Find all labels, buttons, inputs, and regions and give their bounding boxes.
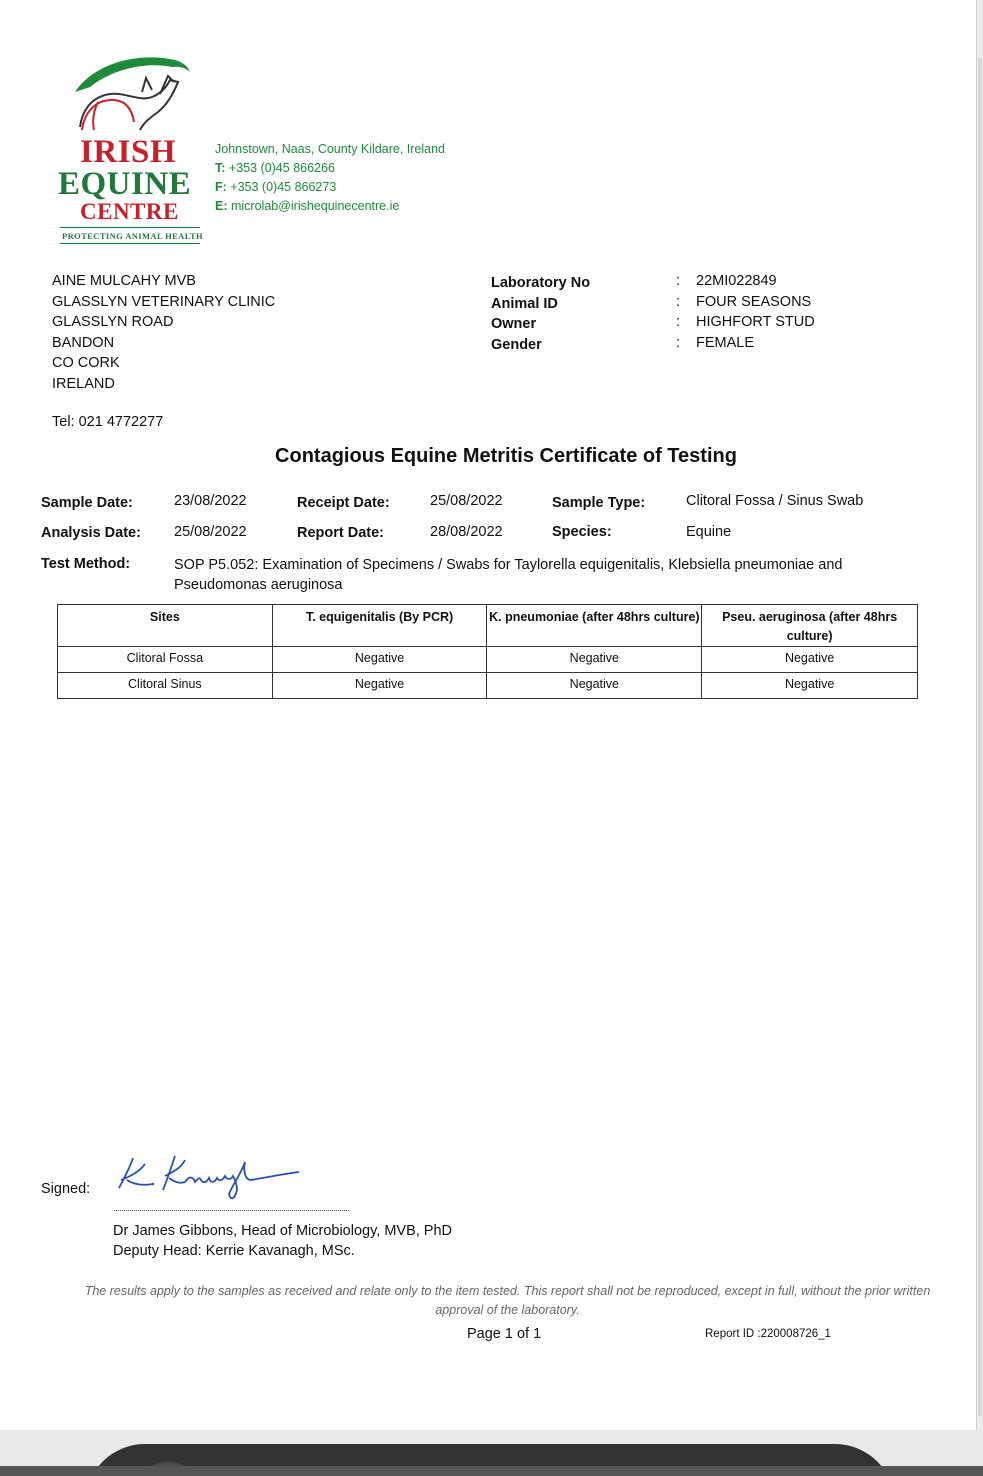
address-line: BANDON	[52, 334, 115, 351]
recipient-address	[52, 271, 275, 395]
page-number: Page 1 of 1	[467, 1326, 542, 1342]
results-table	[57, 604, 918, 699]
address-line: CO CORK	[52, 355, 120, 372]
report-date-value: 28/08/2022	[430, 524, 503, 540]
info-label: Owner	[491, 316, 537, 333]
email-address: microlab@irishequinecentre.ie	[230, 199, 400, 213]
lab-contact-block	[215, 140, 445, 216]
logo-tagline: PROTECTING ANIMAL HEALTH	[62, 231, 204, 241]
sample-type-value: Clitoral Fossa / Sinus Swab	[686, 493, 864, 509]
column-header-pseu-aeruginosa: Pseu. aeruginosa (after 48hrs culture)	[702, 605, 918, 647]
address-line: AINE MULCAHY MVB	[52, 273, 196, 289]
sample-type-label: Sample Type:	[552, 495, 646, 511]
logo-word-irish: IRISH	[80, 134, 177, 170]
sample-date-value: 23/08/2022	[174, 493, 247, 509]
info-value-lab-no: 22MI022849	[696, 273, 777, 289]
info-colon: :	[676, 273, 681, 289]
email-prefix: E:	[215, 199, 228, 213]
test-method-value: SOP P5.052: Examination of Specimens / Swabs for Taylorella equigenitalis, Klebsiella pneumoniae and Pseudomonas aeruginosa	[174, 557, 843, 593]
info-colon: :	[676, 314, 681, 331]
logo-word-equine: EQUINE	[58, 166, 192, 202]
lab-address: Johnstown, Naas, County Kildare, Ireland	[215, 142, 445, 156]
info-value-owner: HIGHFORT STUD	[696, 314, 815, 331]
logo-divider	[60, 227, 200, 228]
handwritten-signature	[113, 1150, 313, 1210]
table-header-row	[58, 605, 918, 647]
animal-info-values	[696, 271, 815, 353]
table-cell: Clitoral Sinus	[58, 673, 273, 699]
table-row	[58, 673, 918, 699]
recipient-tel: Tel: 021 4772277	[52, 414, 164, 430]
info-colon: :	[676, 334, 681, 351]
fax-number: +353 (0)45 866273	[230, 180, 337, 194]
test-method-label: Test Method:	[41, 556, 131, 572]
address-line: GLASSLYN ROAD	[52, 314, 174, 331]
info-label: Laboratory No	[491, 275, 591, 291]
signatory-block	[113, 1221, 452, 1261]
info-label: Animal ID	[491, 295, 558, 312]
table-row	[58, 647, 918, 673]
scrollbar-track	[978, 58, 982, 1416]
table-cell: Negative	[272, 673, 487, 699]
logo-word-centre: CENTRE	[80, 199, 179, 224]
signatory-head: Dr James Gibbons, Head of Microbiology, MVB, PhD	[113, 1223, 453, 1239]
analysis-date-label: Analysis Date:	[41, 525, 141, 541]
table-cell: Negative	[702, 647, 918, 673]
report-date-label: Report Date:	[297, 525, 385, 541]
info-colon: :	[676, 293, 681, 310]
lab-phone	[215, 159, 445, 178]
phone-prefix: T:	[215, 161, 226, 175]
receipt-date-value: 25/08/2022	[430, 493, 503, 509]
address-line: GLASSLYN VETERINARY CLINIC	[52, 293, 276, 310]
lab-email	[215, 197, 445, 216]
page-scroll-edge[interactable]	[977, 0, 983, 1430]
signatory-deputy: Deputy Head: Kerrie Kavanagh, MSc.	[113, 1243, 355, 1259]
horse-logo-icon	[70, 52, 195, 137]
column-header-sites: Sites	[58, 605, 273, 647]
fax-prefix: F:	[215, 180, 227, 194]
signature-line	[114, 1210, 349, 1211]
table-cell: Negative	[272, 647, 487, 673]
species-value: Equine	[686, 524, 732, 540]
animal-info-labels	[491, 273, 590, 355]
species-label: Species:	[552, 524, 612, 540]
disclaimer-text: The results apply to the samples as received and relate only to the item tested. This report shall not be reproduced, except in full, without the prior written approval of the laboratory.	[84, 1284, 931, 1317]
irish-equine-centre-logo	[55, 52, 205, 247]
animal-info-colons	[676, 271, 680, 353]
column-header-k-pneumoniae: K. pneumoniae (after 48hrs culture)	[487, 605, 702, 647]
sample-date-label: Sample Date:	[41, 495, 133, 511]
address-line: IRELAND	[52, 375, 115, 392]
info-label: Gender	[491, 336, 542, 353]
analysis-date-value: 25/08/2022	[174, 524, 247, 540]
phone-number: +353 (0)45 866266	[228, 161, 335, 175]
certificate-title: Contagious Equine Metritis Certificate of Testing	[275, 445, 737, 467]
info-value-animal-id: FOUR SEASONS	[696, 293, 812, 310]
receipt-date-label: Receipt Date:	[297, 495, 390, 511]
table-cell: Negative	[487, 647, 702, 673]
column-header-t-equigenitalis: T. equigenitalis (By PCR)	[272, 605, 487, 647]
report-id: Report ID :220008726_1	[705, 1328, 831, 1340]
table-cell: Negative	[702, 673, 918, 699]
signed-label: Signed:	[41, 1181, 91, 1197]
table-cell: Negative	[487, 673, 702, 699]
table-cell: Clitoral Fossa	[58, 647, 273, 673]
info-value-gender: FEMALE	[696, 334, 755, 351]
bottom-strip	[0, 1466, 983, 1476]
lab-fax	[215, 178, 445, 197]
logo-divider	[60, 243, 200, 244]
